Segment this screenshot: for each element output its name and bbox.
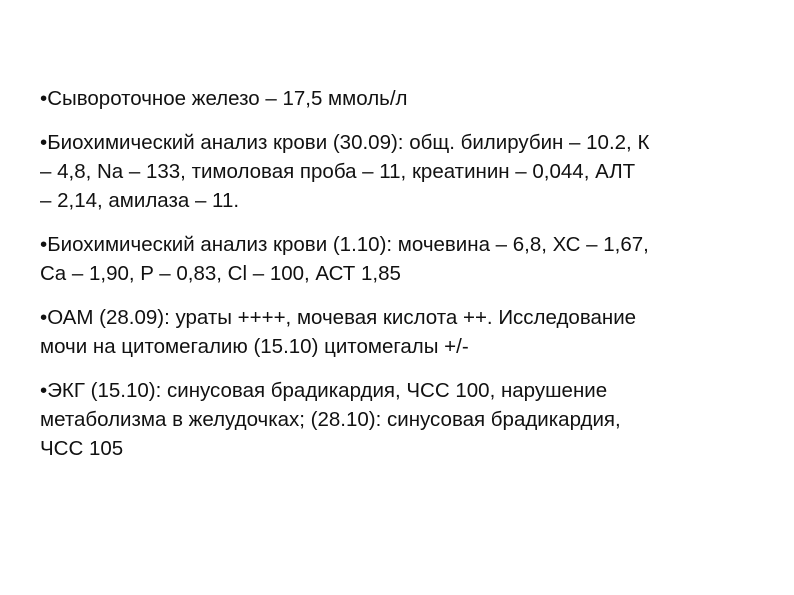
bullet-marker: • — [40, 379, 48, 402]
bullet-marker: • — [40, 233, 48, 256]
bullet-text: ЭКГ (15.10): синусовая брадикардия, ЧСС 100, нарушение метаболизма в желудочках; (28.10): синусовая брадикардия, ЧСС 105 — [40, 379, 621, 460]
bullet-text: Биохимический анализ крови (30.09): общ. билирубин – 10.2, К – 4,8, Na – 133, тимоловая проба – 11, креатинин – 0,044, АЛТ – 2,14, амилаза – 11. — [40, 131, 650, 212]
bullet-serum-iron — [40, 84, 780, 113]
bullet-ecg — [40, 376, 780, 463]
bullet-text: Биохимический анализ крови (1.10): мочевина – 6,8, ХС – 1,67, Ca – 1,90, P – 0,83, Cl – 100, АСТ 1,85 — [40, 233, 649, 285]
bullet-marker: • — [40, 87, 48, 110]
bullet-marker: • — [40, 131, 48, 154]
bullet-biochem-0110 — [40, 230, 780, 288]
bullet-biochem-3009 — [40, 128, 780, 215]
bullet-list — [40, 84, 780, 478]
bullet-text: Сывороточное железо – 17,5 ммоль/л — [47, 87, 408, 110]
bullet-urinalysis — [40, 303, 780, 361]
bullet-marker: • — [40, 306, 48, 329]
bullet-text: ОАМ (28.09): ураты ++++, мочевая кислота ++. Исследование мочи на цитомегалию (15.10) цитомегалы +/- — [40, 306, 637, 358]
